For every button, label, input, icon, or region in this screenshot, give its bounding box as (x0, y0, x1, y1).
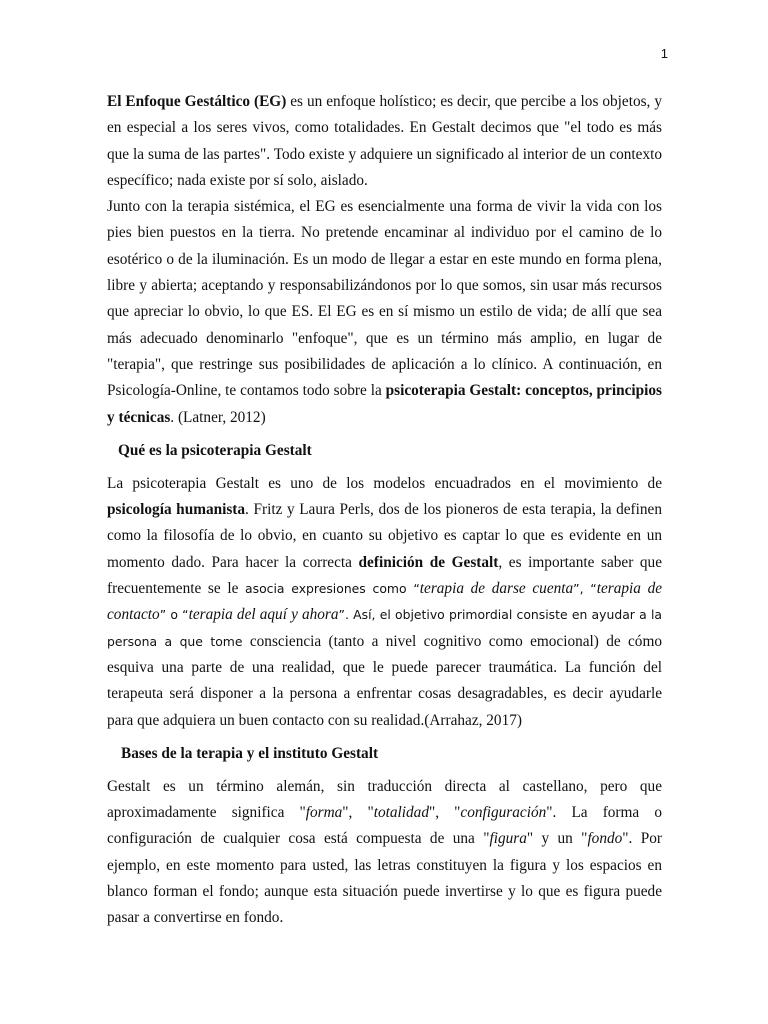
second-paragraph-text: Junto con la terapia sistémica, el EG es esencialmente una forma de vivir la vida con los pies bien puestos en la tierra. No pretende encaminar al individuo por el camino de lo esotérico o de la iluminación. Es un modo de llegar a estar en este mundo en forma plena, libre y abierta; aceptando y responsabilizándonos por lo que somos, sin usar más recursos que apreciar lo obvio, lo que ES. El EG es en sí mismo un estilo de vida; de allí que sea más adecuado denominarlo "enfoque", que es un término más amplio, en lugar de "terapia", que restringe sus posibilidades de aplicación a lo clínico. A continuación, en Psicología-Online, te contamos todo sobre la (107, 198, 662, 400)
bases-text-3: ", " (428, 804, 461, 822)
second-paragraph-citation: . (Latner, 2012) (170, 408, 266, 426)
bases-italic-totalidad: totalidad (373, 804, 429, 822)
bases-text-1: Gestalt es un término alemán, sin traducción directa al castellano, pero que aproximadamente significa " (107, 777, 662, 822)
psicoterapia-sans-2: ”, “ (573, 581, 597, 597)
psicoterapia-sans-1: asocia expresiones como “ (245, 581, 420, 597)
psicoterapia-sans-4: ”. Así, el objetivo primordial consiste en ayudar a la persona a que tome (107, 607, 663, 649)
bases-italic-figura: figura (489, 830, 527, 848)
intro-bold-title: El Enfoque Gestáltico (EG) (107, 93, 287, 110)
bases-text-5: " y un " (526, 830, 588, 848)
psicoterapia-bold-2: definición de Gestalt (358, 553, 499, 571)
page-number: 1 (660, 46, 668, 61)
bases-text-6: ". Por ejemplo, en este momento para usted, las letras constituyen la figura y los espacios en blanco forman el fondo; aunque esta situación puede invertirse y lo que es figura puede pasar a convertirse en fondo. (107, 830, 662, 927)
second-paragraph (107, 194, 662, 431)
psicoterapia-italic-1: terapia de darse cuenta (419, 580, 574, 598)
psicoterapia-text-1: La psicoterapia Gestalt es uno de los modelos encuadrados en el movimiento de (107, 474, 662, 492)
bases-italic-forma: forma (305, 804, 343, 822)
section-heading-psicoterapia: Qué es la psicoterapia Gestalt (118, 441, 312, 459)
bases-paragraph (107, 774, 662, 932)
second-paragraph-bold: psicoterapia Gestalt: conceptos, principios y técnicas (107, 382, 662, 426)
psicoterapia-italic-2: terapia de contacto (107, 580, 663, 624)
bases-italic-configuracion: configuración (460, 804, 547, 822)
intro-paragraph (107, 89, 662, 194)
psicoterapia-text-3: , es importante saber que frecuentemente se le (107, 553, 662, 598)
psicoterapia-bold-1: psicología humanista (107, 501, 246, 519)
psicoterapia-italic-3: terapia del aquí y ahora (188, 606, 339, 624)
psicoterapia-text-2: . Fritz y Laura Perls, dos de los pioneros de esta terapia, la definen como la filosofía de lo obvio, en cuanto su objetivo es captar lo que es evidente en un momento dado. Para hacer la correcta (107, 501, 662, 571)
section-heading-bases: Bases de la terapia y el instituto Gestalt (121, 744, 379, 762)
bases-text-4: ". La forma o configuración de cualquier cosa está compuesta de una " (107, 804, 662, 848)
psicoterapia-sans-3: ” o “ (159, 607, 189, 623)
bases-text-2: ", " (342, 804, 374, 822)
intro-text: es un enfoque holístico; es decir, que percibe a los objetos, y en especial a los seres vivos, como totalidades. En Gestalt decimos que "el todo es más que la suma de las partes". Todo existe y adquiere un significado al interior de un contexto específico; nada existe por sí solo, aislado. (107, 93, 662, 189)
bases-italic-fondo: fondo (587, 830, 623, 848)
psicoterapia-text-4: consciencia (tanto a nivel cognitivo como emocional) de cómo esquiva una parte de una realidad, que le puede parecer traumática. La función del terapeuta será disponer a la persona a enfrentar cosas desagradables, es decir ayudarle para que adquiera un buen contacto con su realidad.(Arrahaz, 2017) (107, 632, 662, 729)
psicoterapia-paragraph (107, 471, 662, 734)
document-body (107, 89, 662, 932)
